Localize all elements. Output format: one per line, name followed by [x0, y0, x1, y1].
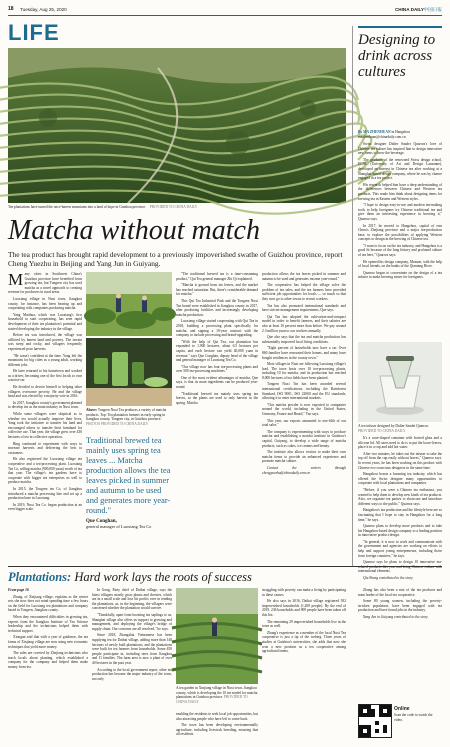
paragraph: Luoxiang village in Nuxi town, Jiangkou county, for instance, has been bearing up and cooperating with companies producing matcha.: [8, 296, 82, 311]
sidebar-rule: [358, 26, 442, 28]
pullquote-attribution-role: general manager of Luoxiang Tea Co: [86, 524, 152, 529]
paragraph: Zhang, of Xinjiang village, explains as the winter sets she now does not mind spending time a few hours on the field for Luoxiang tea plantations and company based in Tongren, Jiangkou county.: [8, 594, 88, 613]
sidebar-email: mazhenhuan@chinadaily.com.cn: [358, 134, 406, 139]
paragraph: His research helped him have a deep understanding of the differences between Chinese and Western tea products. This made him think about designing items for brewing tea in Eastern and Western styles.: [358, 182, 442, 201]
plantations-column-4: [262, 588, 346, 740]
paragraph: In 2017, Jiangkou county's government planned to develop tea as the main industry in Nuxi town.: [8, 400, 82, 410]
paragraph: One of the most evident advantages of matcha, Que says, is that its main ingredients can be produced year-round.: [176, 375, 258, 390]
paragraph: While some villagers were skeptical as to whether tea would actually improve their lives, Yang took the initiative to transfer his land and encouraged others to transfer their farmland for collective use. That year, the village grew over 430 hectares of tea in collective operation.: [8, 412, 82, 439]
photo-caption-matcha: [86, 408, 172, 426]
paragraph: This Qui Tea Industrial Park and the Tongren Nuxi Tea brand were established in Jiangkou county in 2017, after producing facilities and increasingly developing matcha production.: [176, 298, 258, 317]
paragraph: Qiu Sheng contributed to the story.: [363, 576, 414, 581]
main-standfirst: The tea product has brought rapid development to a previously impoverished swathe of Guizhou province, report Cheng Yuezhu in Beijing and Yang Jun in Guiyang.: [8, 250, 343, 268]
paragraph: "I want to focus on the tea industry, and Hangzhou is a good fit because of the long history and profound culture of tea here," Quarroz says.: [358, 243, 442, 258]
paragraph: He also registered the Luoxiang village tea cooperative and a tea-processing plant. Luoxiang Tea Co, selling matcha (900,000 yuan) worth of tea that year. The village's tea gardens have to cooperate with bigger tea enterprises as well to produce matcha.: [8, 457, 82, 485]
paragraph: Yang Maohua, which was Luoxiang's first household to start cooperating, has seen rapid development of their tea plantation's potential and started developing the industry in the village.: [8, 312, 82, 331]
plantations-column-3: [176, 712, 258, 740]
plantations-column-5: [358, 588, 442, 700]
brand-name: CHINA DAILY: [394, 6, 424, 12]
qr-title: Online: [394, 706, 410, 712]
matcha-field-photo: [86, 272, 172, 336]
tea-garden-caption: [176, 686, 258, 704]
paragraph: Quarroz says he plans to design 10 innovative tea-related products this year and bring Chinese culture with international elements.: [358, 560, 442, 574]
paragraph: Qui Tea has adopted the cultivation-and-compact model in order to benefit farmers, and their salaries are also at least 10 percent more than before. We pay around 2.3 million yuan to our workers annually.: [262, 314, 346, 333]
column-divider: [352, 26, 353, 566]
story-column-1: [8, 272, 82, 560]
paragraph: "Traditional brewed tea mainly uses spring tea leaves, so the plants are used to only harvest in the spring. Matcha: [176, 391, 258, 405]
tea-garden-caption-text: A tea garden in Xinjiang village in Nuxi town, Jiangkou county, which is developing the 10 tea model for matcha plantations in Guizhou province.: [176, 686, 258, 700]
paragraph: He opened his design company, Mumon, with the help of local friends, on the banks of the Qiantang River.: [358, 259, 442, 269]
paragraph: The graduate of the renowned Swiss design school, ECAL (University of Art and Design Lausanne), developed an interest in Chinese tea after working at a Shanghai-based design company, where he was by chance engaged in a tea project.: [358, 157, 442, 181]
matcha-products-illustration: [86, 338, 172, 406]
top-photo-caption-text: Tea plantations have turned the once-barren mountains into a land of hope in Guizhou province.: [8, 205, 146, 209]
section-title: LIFE: [8, 20, 60, 45]
pullquote: [86, 436, 172, 529]
sidebar-byline-block: [358, 130, 442, 139]
paragraph: According to the local government report, other tea production has become the major industry of the town, not only: [92, 667, 172, 681]
dropcap: M: [8, 270, 24, 289]
paragraph: Quarroz began to concentrate on the design of a tea infuser to make brewing easier for foreigners.: [358, 270, 442, 280]
paragraph: Que also says that the tea and matcha production has substantially improved local living conditions.: [262, 335, 346, 344]
paragraph: Bing continued to experiment with ways to increase harvests and delivering the best to customers.: [8, 441, 82, 455]
page-number: 18: [8, 6, 14, 12]
paragraph: "Eight percent of households now have a car. Over 860 families have renovated their homes, and many have bought residences in the county town.": [262, 346, 346, 360]
terraces-illustration: [8, 48, 346, 203]
paragraph: Zhang has also been a mix of the tea producer and team leader of the local tea cooperative.: [358, 588, 442, 597]
photo-credit: PHOTOS PROVIDED TO CHINA DAILY: [86, 421, 149, 426]
qr-code-icon: [359, 705, 391, 737]
paragraph: Quarroz plans to develop more products and to take his Hangzhou-based design company to a leading position in innovative product design.: [358, 524, 442, 538]
matcha-products-photo: [86, 338, 172, 406]
paragraph: The company is experimenting with ways to produce matcha and establishing a matcha institute in Guizhou's capital, Guiyang, to develop a wide range of matcha products, such as cakes, ice creams and beauty.: [262, 429, 346, 448]
page-date: Tuesday, Aug 25, 2020: [20, 6, 67, 12]
field-workers-illustration: [86, 272, 172, 336]
paragraph: "Our matcha powder is now exported to companies around the world, including in the United States, Germany, France and Brazil," Yao says.: [262, 402, 346, 417]
masthead-rule: [8, 15, 442, 16]
photo-caption-label: Above:: [86, 408, 97, 412]
paragraph: The rules are covered by Zhejiang technicians who teach locals about planting, which established a company for the company and helped them make money from tea.: [8, 651, 88, 669]
paragraph: "Before, if you were a Chinese tea enthusiast, you wanted to help them to develop new kinds of tea products. Also, we organize tea parties to showcase and introduce different ways to the public," Quarroz says.: [358, 487, 442, 506]
photo-caption-text: Tongren Nuxi Tea produces a variety of matcha products. Top: Tea plantation farmers in early spring in Jiangkou county, Tongren city, in Guizhou province.: [86, 408, 167, 422]
main-headline: Matcha without match: [8, 215, 260, 246]
paragraph: Before tea was introduced, the village was afflicted by barren land and poverty. The terrain was steep and rocky, and villagers frequently experienced poor harvests.: [8, 333, 82, 351]
paragraph: "Our village now has four tea-processing plants and over 500 tea-processing machines.": [176, 364, 258, 374]
story-column-3: [176, 272, 258, 560]
tea-infuser-caption: [358, 424, 442, 433]
sidebar-text-1: [358, 142, 442, 340]
top-photo-caption: [8, 205, 346, 210]
sidebar-headline: Designing to drink across cultures: [358, 32, 436, 80]
plantations-column-2: [92, 588, 172, 740]
qr-code[interactable]: [358, 704, 392, 738]
plantations-headline: Hard work lays the roots of success: [74, 570, 252, 584]
paragraph: Xiongan said that with a year of guidance, the tea farms of Xinjiang village are now using new economic techniques that yield more money.: [8, 635, 88, 649]
paragraph: Most villages in Nuxi are following Luoxiang village's lead. The town hosts over 10 tea-processing plants, including 10 for matcha, and its production has reached 8,000 hectares of tea fields have been planted.: [262, 362, 346, 380]
paragraph: Yang Jun in Guiyang contributed to the story.: [363, 614, 429, 619]
tea-garden-credit: PROVIDED TO CHINA DAILY: [176, 695, 248, 704]
paragraph: "I hope to design easy-to-use and modern tea-making tools to help foreigners try Chinese traditional tea and give them an interesting experience in brewing it," Quarroz says.: [358, 203, 442, 221]
paragraph: In 2015, the Tongren tea Co. of Jiangkou introduced a matcha processing line and set up a production base in Luoxiang.: [8, 486, 82, 501]
paragraph: Zhang's experience as a member of the local Nuxi Tea cooperative is just a tip of the iceberg. Three years of studies at Guizhou's universities, she adds that now she won a new position as a tea cooperative among agricultural teams.: [262, 630, 346, 654]
paragraph: He decided to devote himself to helping other villagers overcome poverty. He and the village head and was elected by a majority vote in 2016.: [8, 385, 82, 399]
pullquote-attribution-name: Que Conghan,: [86, 519, 117, 524]
tea-garden-photo: [176, 588, 258, 684]
plantations-column-1: [8, 588, 88, 740]
story-column-4: [262, 272, 346, 560]
paragraph: It's a cone-shaped container with frosted glass and a silicone lid. All users need to do is to put the loose-leaves, place it in a cup and add hot water.: [358, 436, 442, 450]
from-page-label: From page 16: [8, 588, 29, 592]
paragraph: "The traditional brewed tea is a time-consuming product," Qui Tea general manager Zhi Qi explained.: [176, 272, 258, 281]
sidebar-byline-location: in Hangzhou: [391, 130, 410, 134]
paragraph: Hangzhou's tea production and the lifestyle here are so fascinating that I hope to stay in Hangzhou for a long time," he says.: [358, 508, 442, 522]
paragraph: Tongren Nuxi Tea has been awarded several international certifications, including the Rainforest Standard, ISO 9001, ISO 22000 and the EU standards, allowing it to enter international markets.: [262, 382, 346, 401]
tea-infuser-photo: [358, 342, 442, 422]
plantations-kicker: Plantations:: [8, 570, 72, 584]
sidebar-byline: By MA ZHENHUAN: [358, 130, 391, 134]
paragraph: He later returned to his hometown and worked as a driver, becoming one of the first locals to own a motor-car.: [8, 369, 82, 383]
paragraph: struggling with poverty can make a living by participating in these causes.: [262, 588, 346, 597]
paragraph: "Thankfully, apart from boosting tea saplings to us, Shanghai village also offers us support to growing and management, and deploying the village's bridge of supply chain. Our concerns are all resolved," he says.: [92, 612, 172, 631]
tea-garden-illustration: [176, 588, 258, 684]
paragraph: In 2019, Nuxi Tea Co. began production at an even bigger scale.: [8, 502, 82, 512]
paragraph: production allows the tea leaves picked in summer and autumn to be used and generates income year-round.": [262, 272, 346, 281]
brand-name-cn: 中国日报: [423, 6, 442, 12]
paragraph: He also says in 2016, Daibai village registered 392 impoverished households (1,208 people). By the end of 2019, 236 households and 909 people have been taken off this list.: [262, 599, 346, 617]
paragraph: Contact the writers through chengyuezhu@chinadaily.com.cn: [262, 465, 346, 475]
paragraph: "In general, it is now to work and communicate with the government and agencies are working on efforts to help and support young entrepreneurs, including those from foreign countries," he says.: [358, 539, 442, 558]
paragraph: In 2017, he moved to Hangzhou, capital of east China's Zhejiang province and a major tea-production base, to explore the possibilities of applying Western concepts to design in the brewing of Chinese tea.: [358, 223, 442, 242]
paragraph: any cities in Southwest China's Guizhou province have benefited from growing tea, but Tongren city has used matcha as a novel approach to creating revenue for producers in rural areas.: [8, 272, 82, 295]
paragraph: Tea has also promoted international standards and have stricter management requirements, Que says.: [262, 303, 346, 313]
qr-block: [358, 704, 442, 740]
plantations-headline-row: [8, 570, 442, 585]
paragraph: Since 2018, Zhangzhai Vietnamese has been supplying tea for Daibai village, adding more than 140 hectares of newly built plantations, and the plantations were built for tea farmers from households. Some 450 people participate in, including ones from Jiangkou and 11 families. The farm area is now a plant of over 40 hectares in the past year.: [92, 633, 172, 665]
paragraph: The cooperative has helped the village solve the problem of tea sales, and the tea farmers have provided sufficient job opportunities for locals — so much so that they now go to other towns to recruit workers.: [262, 283, 346, 301]
paragraph: "Matcha is ground from tea leaves, and the market has reached saturation. But, there's considerable demand for matcha.": [176, 283, 258, 297]
paragraph: "With the help of Qui Tea, our plantation has expanded to 1,900 hectares, about 6.5 hectares per capita, and each hectare can yield 40,000 yuan in revenue," says Que Conghan, deputy head of the village and general manager of Luoxiang Tea Co.: [176, 339, 258, 363]
paragraph: When they encountered difficulties in growing tea, experts from the Jiangkou Institute of Tea Science leadership and the technicians helped them with technical support.: [8, 614, 88, 633]
qr-text: Scan the code to watch the video.: [394, 713, 433, 722]
paragraph: The remaining 29 impoverished households live in the town as well.: [262, 619, 346, 629]
tea-infuser-illustration: [358, 342, 442, 422]
paragraph: The institute also allows visitors to make their own matcha items to provide an enhanced experience and promote matcha culture.: [262, 450, 346, 464]
paragraph: Some 80 young women, including the poverty-stricken population, have been engaged with tea production and have found jobs in the industry.: [358, 599, 442, 613]
tea-infuser-caption-text: A tea infuser designed by Didier Saudet Quarroz.: [358, 424, 429, 428]
paragraph: This year, our exports amounted to one-fifth of our total sales.": [262, 418, 346, 428]
tea-infuser-credit: PROVIDED TO CHINA DAILY: [358, 428, 406, 433]
paragraph: The town has been developing environmentally agriculture, including livestock breeding, ensuring that all residents: [176, 723, 258, 737]
paragraph: Luoxiang village started cooperating with Qui Tea in 2018, building a processing plant specifically for matcha, and signing a 10-year contract with the company to include processing and brand-upgrading.: [176, 319, 258, 338]
terraced-tea-photo: [8, 48, 346, 203]
sidebar-text-2: [358, 436, 442, 581]
paragraph: enabling the residents to seek local job opportunities, but also attracting people who have left to come back.: [176, 712, 258, 721]
top-photo-credit: PROVIDED TO CHINA DAILY: [149, 205, 198, 209]
paragraph: In Gong, Party chief of Daibai village, says the latest villagers mostly grow plums and cherries, which are in a small scale and lose litt profits over in tending the plantations, as, in the beginning, the villagers were concerned whether the plantation would survive.: [92, 588, 172, 611]
paragraph: After two minutes, he takes out the infuser to take the top off from the cup easily without leaves," Quarroz says. In recent years, he has been working on this product with Chinese eco-conscious designers in the same time.: [358, 451, 442, 470]
paragraph: Hangzhou boasts a booming tea industry, which has offered the Swiss designer many opportunities to cooperate with local plantations and companies.: [358, 472, 442, 486]
plantations-rule: [8, 566, 442, 567]
paragraph: Swiss designer Didier Saudet Quarroz's love of Chinese tea culture has inspired him to design innovative new items to brew the beverage.: [358, 142, 442, 156]
paragraph: "He wasn't confident at the time. Yang left the mountains for big cities as a young adult, working different jobs.: [8, 353, 82, 367]
pullquote-text: Traditional brewed tea mainly uses spring tea leaves ... Matcha production allows the tea leaves picked in summer and autumn to be used and generates more year-round.": [86, 436, 171, 515]
